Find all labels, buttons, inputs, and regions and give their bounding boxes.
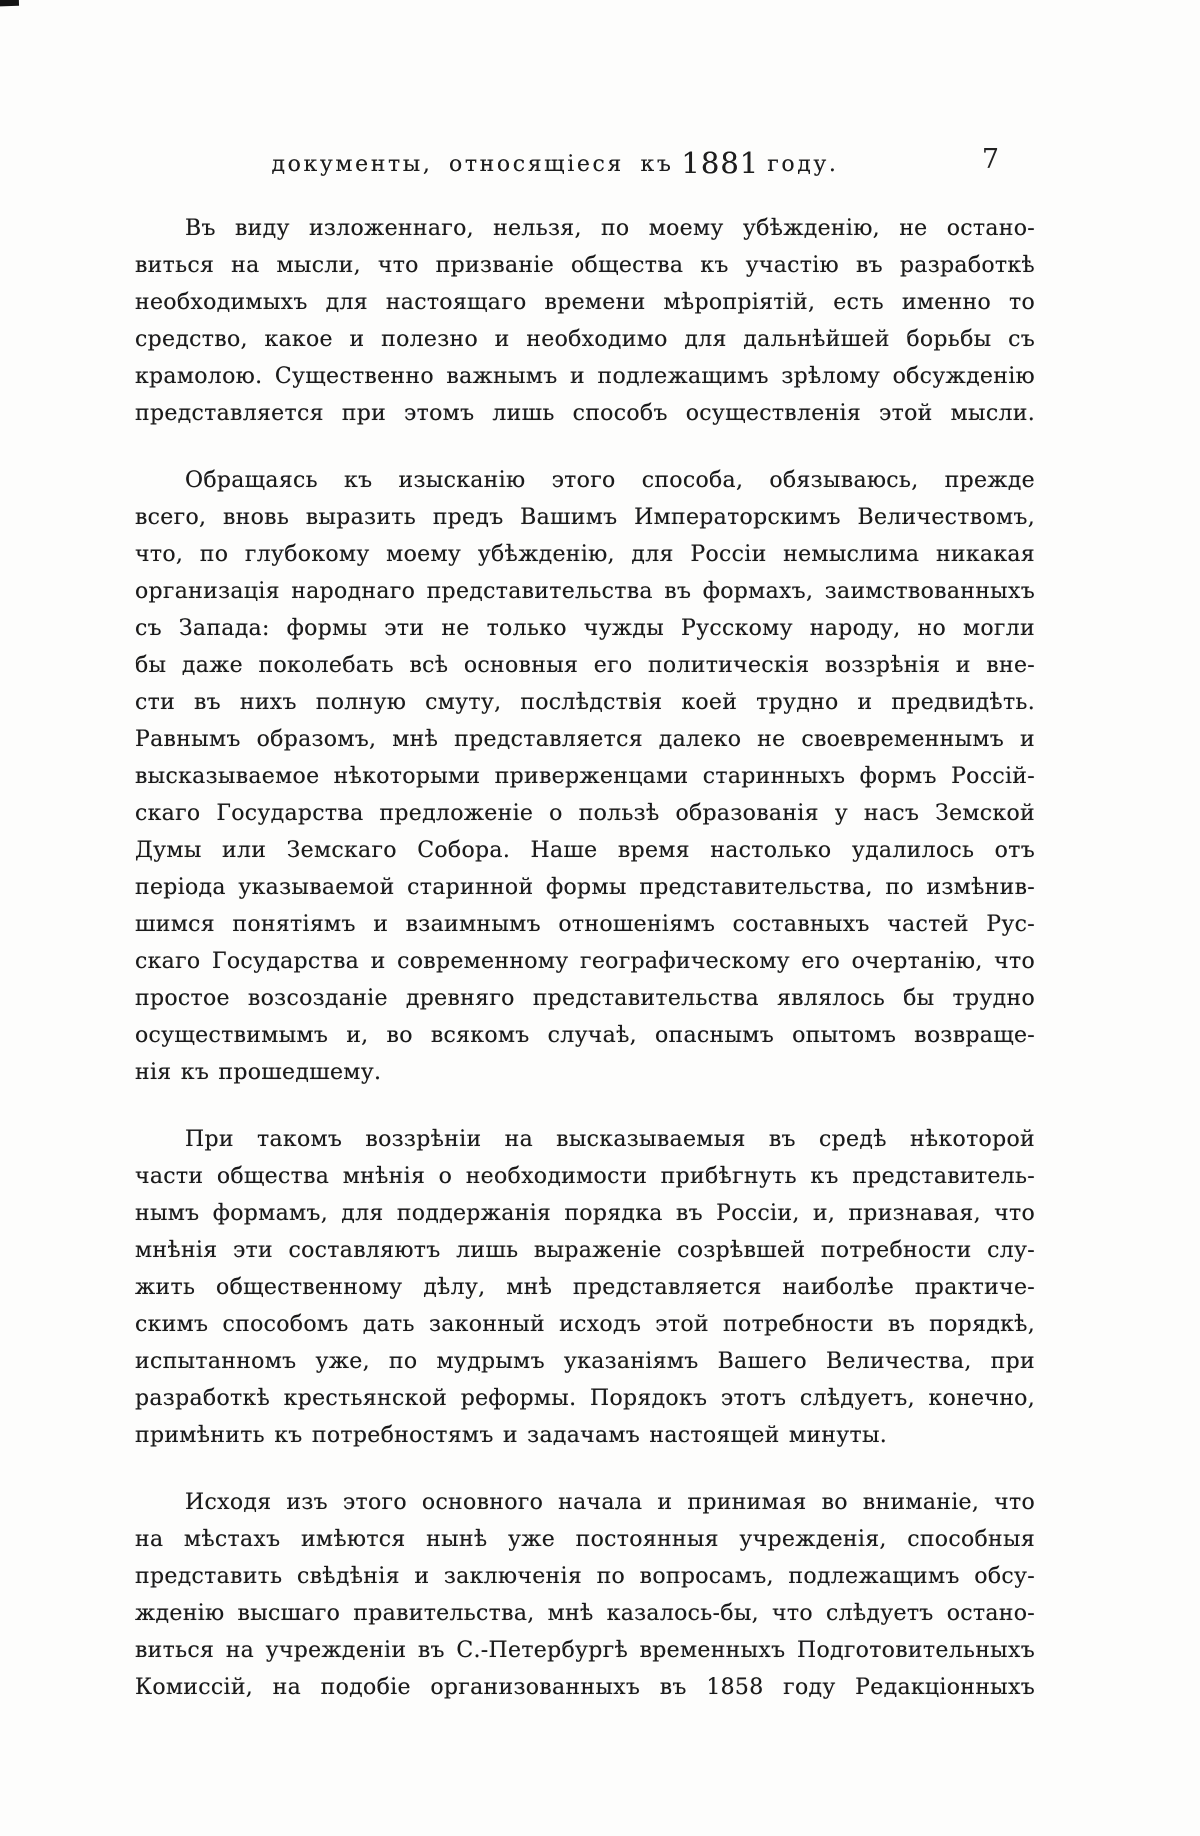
- text-line: примѣнить къ потребностямъ и задачамъ настоящей минуты.: [135, 1423, 888, 1448]
- paragraph: [135, 210, 1035, 432]
- scan-artifact-corner: [0, 0, 19, 6]
- text-line: представляется при этомъ лишь способъ осуществленія этой мысли.: [135, 401, 1035, 426]
- text-line: части общества мнѣнія о необходимости прибѣгнуть къ представитель-: [135, 1164, 1035, 1189]
- running-title-suffix: году.: [767, 152, 839, 177]
- text-line: высказываемое нѣкоторыми приверженцами старинныхъ формъ Россій-: [135, 764, 1035, 789]
- text-line: мнѣнія эти составляютъ лишь выраженіе созрѣвшей потребности слу-: [135, 1238, 1035, 1263]
- text-line: Думы или Земскаго Собора. Наше время настолько удалилось отъ: [135, 838, 1035, 863]
- text-line: разработкѣ крестьянской реформы. Порядокъ этотъ слѣдуетъ, конечно,: [135, 1386, 1035, 1411]
- text-line: Комиссій, на подобіе организованныхъ въ 1858 году Редакціонныхъ: [135, 1675, 1035, 1700]
- text-line: на мѣстахъ имѣются нынѣ уже постоянныя учрежденія, способныя: [135, 1527, 1035, 1552]
- text-line: скаго Государства и современному географическому его очертанію, что: [135, 949, 1035, 974]
- text-line: Равнымъ образомъ, мнѣ представляется далеко не своевременнымъ и: [135, 727, 1035, 752]
- text-line: Въ виду изложеннаго, нельзя, по моему убѣжденію, не остано-: [185, 216, 1035, 241]
- text-line: необходимыхъ для настоящаго времени мѣропріятій, есть именно то: [135, 290, 1035, 315]
- text-line: шимся понятіямъ и взаимнымъ отношеніямъ составныхъ частей Рус-: [135, 912, 1035, 937]
- text-line: представить свѣдѣнія и заключенія по вопросамъ, подлежащимъ обсу-: [135, 1564, 1035, 1589]
- text-line: Исходя изъ этого основного начала и принимая во вниманіе, что: [185, 1490, 1035, 1515]
- text-line: Обращаясь къ изысканію этого способа, обязываюсь, прежде: [185, 468, 1035, 493]
- text-line: нія къ прошедшему.: [135, 1060, 382, 1085]
- text-line: осуществимымъ и, во всякомъ случаѣ, опаснымъ опытомъ возвраще-: [135, 1023, 1035, 1048]
- text-line: виться на учрежденіи въ С.-Петербургѣ временныхъ Подготовительныхъ: [135, 1638, 1035, 1663]
- text-line: жденію высшаго правительства, мнѣ казалось-бы, что слѣдуетъ остано-: [135, 1601, 1035, 1626]
- text-line: сти въ нихъ полную смуту, послѣдствія коей трудно и предвидѣть.: [135, 690, 1035, 715]
- text-line: всего, вновь выразить предъ Вашимъ Императорскимъ Величествомъ,: [135, 505, 1035, 530]
- text-line: скаго Государства предложеніе о пользѣ образованія у насъ Земской: [135, 801, 1035, 826]
- text-line: виться на мысли, что призваніе общества къ участію въ разработкѣ: [135, 253, 1035, 278]
- text-line: нымъ формамъ, для поддержанія порядка въ Россіи, и, признавая, что: [135, 1201, 1035, 1226]
- page-number: 7: [981, 144, 999, 175]
- page-content: [135, 0, 1035, 1706]
- text-line: жить общественному дѣлу, мнѣ представляется наиболѣе практиче-: [135, 1275, 1035, 1300]
- text-line: организація народнаго представительства въ формахъ, заимствованныхъ: [135, 579, 1035, 604]
- page-body: [135, 210, 1035, 1706]
- paragraph: [135, 1484, 1035, 1706]
- text-line: испытанномъ уже, по мудрымъ указаніямъ Вашего Величества, при: [135, 1349, 1035, 1374]
- page-header: [135, 146, 1035, 186]
- text-line: При такомъ воззрѣніи на высказываемыя въ средѣ нѣкоторой: [185, 1127, 1035, 1152]
- running-title-prefix: документы, относящіеся къ: [271, 152, 674, 177]
- text-line: періода указываемой старинной формы представительства, по измѣнив-: [135, 875, 1035, 900]
- text-line: что, по глубокому моему убѣжденію, для Россіи немыслима никакая: [135, 542, 1035, 567]
- running-title: [135, 146, 1035, 180]
- text-line: крамолою. Существенно важнымъ и подлежащимъ зрѣлому обсужденію: [135, 364, 1035, 389]
- paragraph: [135, 462, 1035, 1091]
- text-line: средство, какое и полезно и необходимо для дальнѣйшей борьбы съ: [135, 327, 1035, 352]
- text-line: скимъ способомъ дать законный исходъ этой потребности въ порядкѣ,: [135, 1312, 1035, 1337]
- text-line: простое возсозданіе древняго представительства являлось бы трудно: [135, 986, 1035, 1011]
- text-line: съ Запада: формы эти не только чужды Русскому народу, но могли: [135, 616, 1035, 641]
- text-line: бы даже поколебать всѣ основныя его политическія воззрѣнія и вне-: [135, 653, 1035, 678]
- paragraph: [135, 1121, 1035, 1454]
- running-title-year: 1881: [681, 146, 760, 180]
